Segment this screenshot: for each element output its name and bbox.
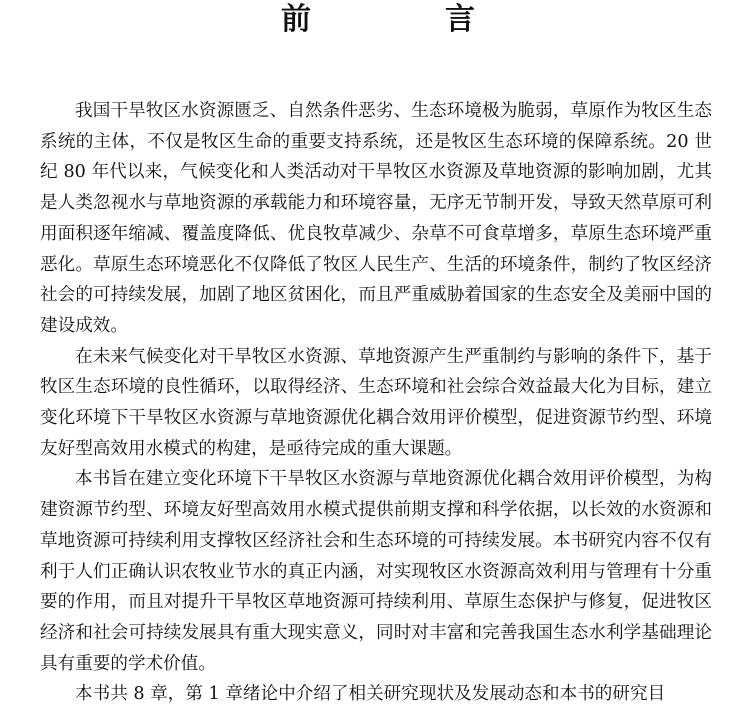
paragraph-3: 本书旨在建立变化环境下干旱牧区水资源与草地资源优化耦合效用评价模型，为构建资源节约型、环境友好型高效用水模式提供前期支撑和科学依据，以长效的水资源和草地资源可持续利用支撑牧区经济社会和生态环境的可持续发展。本书研究内容不仅有利于人们正确认识农牧业节水的真正内涵，对实现牧区水资源高效利用与管理有十分重要的作用，而且对提升干旱牧区草地资源可持续利用、草原生态保护与修复，促进牧区经济和社会可持续发展具有重大现实意义，同时对丰富和完善我国生态水利学基础理论具有重要的学术价值。 — [40, 469, 712, 674]
paragraph-2: 在未来气候变化对干旱牧区水资源、草地资源产生严重制约与影响的条件下，基于牧区生态环境的良性循环，以取得经济、生态环境和社会综合效益最大化为目标，建立变化环境下干旱牧区水资源与草地资源优化耦合效用评价模型，促进资源节约型、环境友好型高效用水模式的构建，是亟待完成的重大课题。 — [40, 346, 712, 459]
preface-body — [40, 96, 712, 710]
paragraph-4: 本书共 8 章，第 1 章绪论中介绍了相关研究现状及发展动态和本书的研究目 — [75, 684, 666, 705]
paragraph-1: 我国干旱牧区水资源匮乏、自然条件恶劣、生态环境极为脆弱，草原作为牧区生态系统的主体，不仅是牧区生命的重要支持系统，还是牧区生态环境的保障系统。20 世纪 80 年代以来，气候变化和人类活动对干旱牧区水资源及草地资源的影响加剧，尤其是人类忽视水与草地资源的承载能力和环境容量，无序无节制开发，导致天然草原可利用面积逐年缩减、覆盖度降低、优良牧草减少、杂草不可食草增多，草原生态环境严重恶化。草原生态环境恶化不仅降低了牧区人民生产、生活的环境条件，制约了牧区经济社会的可持续发展，加剧了地区贫困化，而且严重威胁着国家的生态安全及美丽中国的建设成效。 — [40, 101, 712, 336]
page-title: 前 言 — [281, 2, 527, 37]
